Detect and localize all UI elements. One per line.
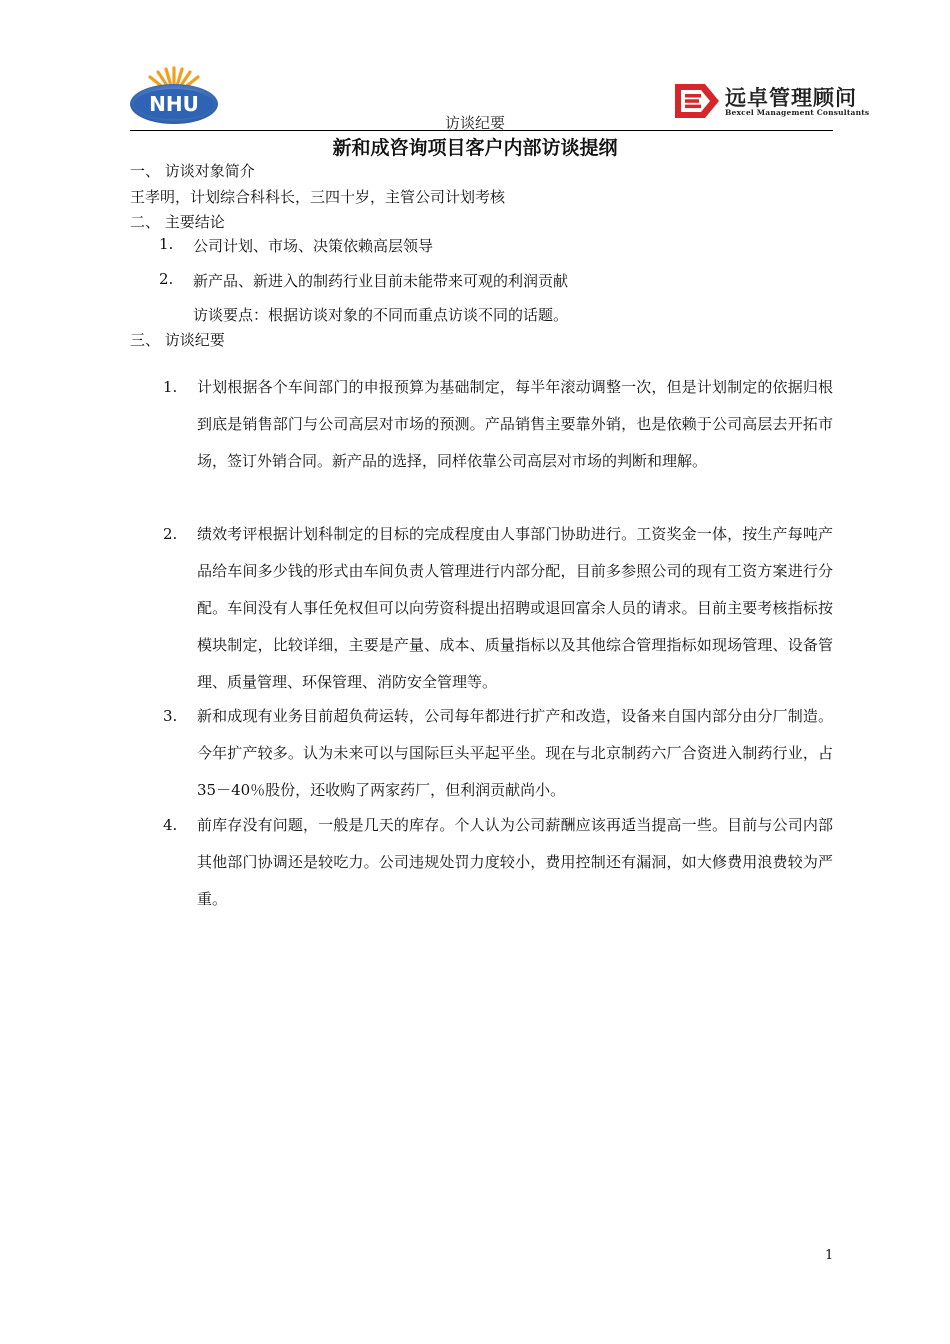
document-title: 新和成咨询项目客户内部访谈提纲 <box>332 137 618 159</box>
conclusion-text: 公司计划、市场、决策依赖高层领导 <box>193 237 434 255</box>
section-1-body: 王孝明，计划综合科科长，三四十岁，主管公司计划考核 <box>130 188 506 206</box>
bexcel-logo <box>675 80 870 120</box>
bexcel-mark-icon <box>675 82 719 120</box>
minutes-paragraph: 前库存没有问题，一般是几天的库存。个人认为公司薪酬应该再适当提高一些。目前与公司内部其他部门协调还是较吃力。公司违规处罚力度较小，费用控制还有漏洞，如大修费用浪费较为严重。 <box>197 816 833 908</box>
section-1-heading: 一、 访谈对象简介 <box>130 162 255 180</box>
conclusion-number: 1. <box>159 235 174 253</box>
conclusion-text: 新产品、新进入的制药行业目前未能带来可观的利润贡献 <box>193 272 569 290</box>
minutes-number: 3. <box>163 707 178 725</box>
header-label: 访谈纪要 <box>444 114 505 132</box>
section-3-heading: 三、 访谈纪要 <box>130 331 225 349</box>
page-number: 1 <box>825 1248 834 1263</box>
conclusion-number: 2. <box>159 270 174 288</box>
bexcel-name-cn: 远卓管理顾问 <box>725 85 857 110</box>
nhu-logo-text: NHU <box>149 92 199 116</box>
minutes-paragraph: 新和成现有业务目前超负荷运转，公司每年都进行扩产和改造，设备来自国内部分由分厂制造。今年扩产较多。认为未来可以与国际巨头平起平坐。现在与北京制药六厂合资进入制药行业，占35－40％股份，还收购了两家药厂，但利润贡献尚小。 <box>197 707 833 799</box>
minutes-number: 4. <box>163 816 178 834</box>
interview-note: 访谈要点：根据访谈对象的不同而重点访谈不同的话题。 <box>193 306 569 324</box>
header-divider <box>130 130 833 131</box>
section-2-heading: 二、 主要结论 <box>130 213 225 231</box>
minutes-number: 2. <box>163 525 178 543</box>
minutes-number: 1. <box>163 378 178 396</box>
minutes-paragraph: 计划根据各个车间部门的申报预算为基础制定，每半年滚动调整一次，但是计划制定的依据归根到底是销售部门与公司高层对市场的预测。产品销售主要靠外销，也是依赖于公司高层去开拓市场，签订外销合同。新产品的选择，同样依靠公司高层对市场的判断和理解。 <box>197 378 833 470</box>
bexcel-name-en: Bexcel Management Consultants <box>725 108 870 117</box>
minutes-paragraph: 绩效考评根据计划科制定的目标的完成程度由人事部门协助进行。工资奖金一体，按生产每吨产品给车间多少钱的形式由车间负责人管理进行内部分配，目前多参照公司的现有工资方案进行分配。车间没有人事任免权但可以向劳资科提出招聘或退回富余人员的请求。目前主要考核指标按模块制定，比较详细，主要是产量、成本、质量指标以及其他综合管理指标如现场管理、设备管理、质量管理、环保管理、消防安全管理等。 <box>197 525 833 691</box>
